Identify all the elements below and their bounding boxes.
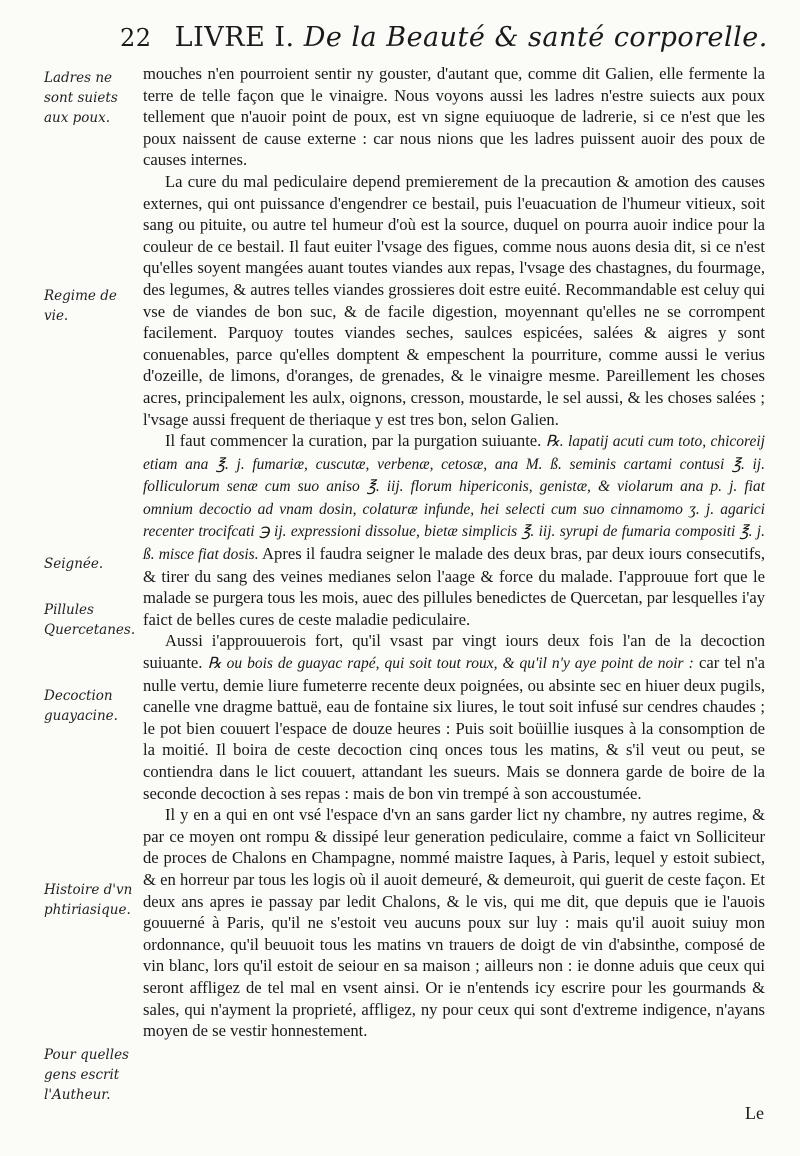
book-label: LIVRE I. [174, 22, 295, 53]
paragraph-purgation [143, 430, 765, 630]
running-header [120, 22, 780, 53]
margin-note-regime: Regime de vie. [44, 288, 117, 324]
purgation-intro: Il faut commencer la curation, par la purgation suiuante. [165, 431, 542, 451]
margin-note-seignee: Seignée. [44, 556, 104, 572]
header-title: De la Beauté & santé corporelle. [303, 22, 768, 53]
purgation-after: Apres il faudra seigner le malade des deux bras, par deux iours consecutifs, & tirer du sang des veines medianes selon l'aage & force du malade. I'approuue fort que le malade se purgera tous les mois, auec des pillules benedictes de Quercetan, par lesquelles i'ay faict de belles cures de ceste maladie pediculaire. [143, 544, 765, 629]
paragraph-decoction [143, 630, 765, 804]
page-number: 22 [120, 24, 152, 52]
decoction-recipe: ℞ ou bois de guayac rapé, qui soit tout roux, & qu'il n'y aye point de noir : [207, 655, 694, 673]
main-text [143, 63, 765, 1042]
paragraph: Il y en a qui en ont vsé l'espace d'vn an sans garder lict ny chambre, ny autres regime, & par ce moyen ont rompu & dissipé leur generation pediculaire, comme a faict vn Solliciteur de proces de Chalons en Champagne, nommé maistre Iaques, à Paris, lequel y estoit subiect, & en horreur par tous les logis où il auoit demeuré, & demeuroit, qui guerit de ceste façon. Et deux ans apres ie passay par ledit Chalons, & le vis, qui me dit, que depuis que ie l'auois gouuerné à Paris, qu'il ne s'estoit veu aucuns poux sur luy : mais qu'il auoit suiuy mon ordonnance, qu'il beuuoit tous les matins vn trauers de doigt de vin d'absinthe, composé de vin blanc, lors qu'il estoit de seiour en sa maison ; ailleurs non : ie donne aduis que ceux qui seront affligez de tel mal en vsent ainsi. Or ie n'entends icy escrire pour les gourmands & sales, qui n'ayment la proprieté, affligez, ny pour ceux qui sont d'extreme indigence, n'ayans moyen de se vestir honnestement. [143, 805, 765, 1041]
margin-note-decoction: Decoction guayacine. [44, 688, 118, 724]
catchword: Le [745, 1103, 764, 1123]
margin-note-autheur: Pour quelles gens escrit l'Autheur. [44, 1047, 129, 1103]
paragraph: La cure du mal pediculaire depend premierement de la precaution & amotion des causes externes, qui ont puissance d'engendrer ce bestail, puis l'euacuation de l'humeur vitieux, soit sang ou pituite, ou autre tel humeur d'où est la source, duquel on pourra auoir indice pour la couleur de ce bestail. Il faut euiter l'vsage des figues, comme nous auons desia dit, si ce n'est qu'elles soyent mangées auant toutes viandes aux repas, l'vsage des chastagnes, du fourmage, des legumes, & autres telles viandes grossieres doit estre euité. Recommandable est celuy qui vse de viandes de bon suc, & de facile digestion, moyennant qu'elles ne se corrompent facilement. Parquoy toutes viandes seches, saulces espicées, salées & aigres y sont conuenables, parce qu'elles domptent & empeschent la pourriture, comme aussi le verius d'ozeille, de limons, d'oranges, de grenades, & le vinaigre mesme. Pareillement les choses acres, principalement les aulx, oignons, cresson, moustarde, le sel aussi, & les choses salées ; l'vsage aussi frequent de theriaque y est tres bon, selon Galien. [143, 171, 765, 429]
decoction-intro: Aussi i'approuuerois fort, qu'il vsast par vingt iours deux fois l'an de la decoction suiuante. [143, 631, 765, 673]
margin-note-ladres: Ladres ne sont suiets aux poux. [44, 70, 118, 126]
margin-note-histoire: Histoire d'vn phtiriasique. [44, 882, 133, 918]
decoction-text: car tel n'a nulle vertu, demie liure fumeterre recente deux poignées, ou absinte sec en hiuer deux pugils, canelle vne dragme battuë, eau de fontaine six liures, le tout soit infusé sur cendres chaudes ; le pot bien couuert l'espace de douze heures : Puis soit boüillie iusques à la consomption de la moitié. Il boira de ceste decoction cinq onces tous les matins, & s'il veut ou peut, se contiendra dans le lict couuert, attandant les sueurs. Mais se donnera garde de boire de la seconde decoction à ses repas : mais de bon vin trempé à son accoustumée. [143, 653, 765, 803]
prescription-latin: ℞. lapatij acuti cum toto, chicoreij etiam ana ℥. j. fumariæ, cuscutæ, verbenæ, cetosæ, ana M. ß. seminis cartami contusi ℥. ij. folliculorum senæ cum suo aniso ℥. iij. florum hipericonis, genistæ, & violarum ana p. j. fiat omnium decoctio ad vnam dosin, colaturæ infunde, hei selecti cum suo cinnamomo ʒ. j. agarici recenter trocifcati ℈ ij. expressioni dissolue, bietæ simplicis ℥. iij. syrupi de fumaria compositi ℥. j. ß. misce fiat dosis. [143, 433, 765, 564]
margin-note-pillules: Pillules Quercetanes. [44, 602, 136, 638]
paragraph: mouches n'en pourroient sentir ny gouster, d'autant que, comme dit Galien, elle fermente la terre de telle façon que le vinaigre. Nous voyons aussi les ladres n'estre suiects aux poux tellement que n'auoir point de poux, est vn signe equiuoque de ladrerie, si ce n'est que les poux naissent de cause externe : car nous nions que les ladres puissent auoir des poux de causes internes. [143, 64, 765, 170]
